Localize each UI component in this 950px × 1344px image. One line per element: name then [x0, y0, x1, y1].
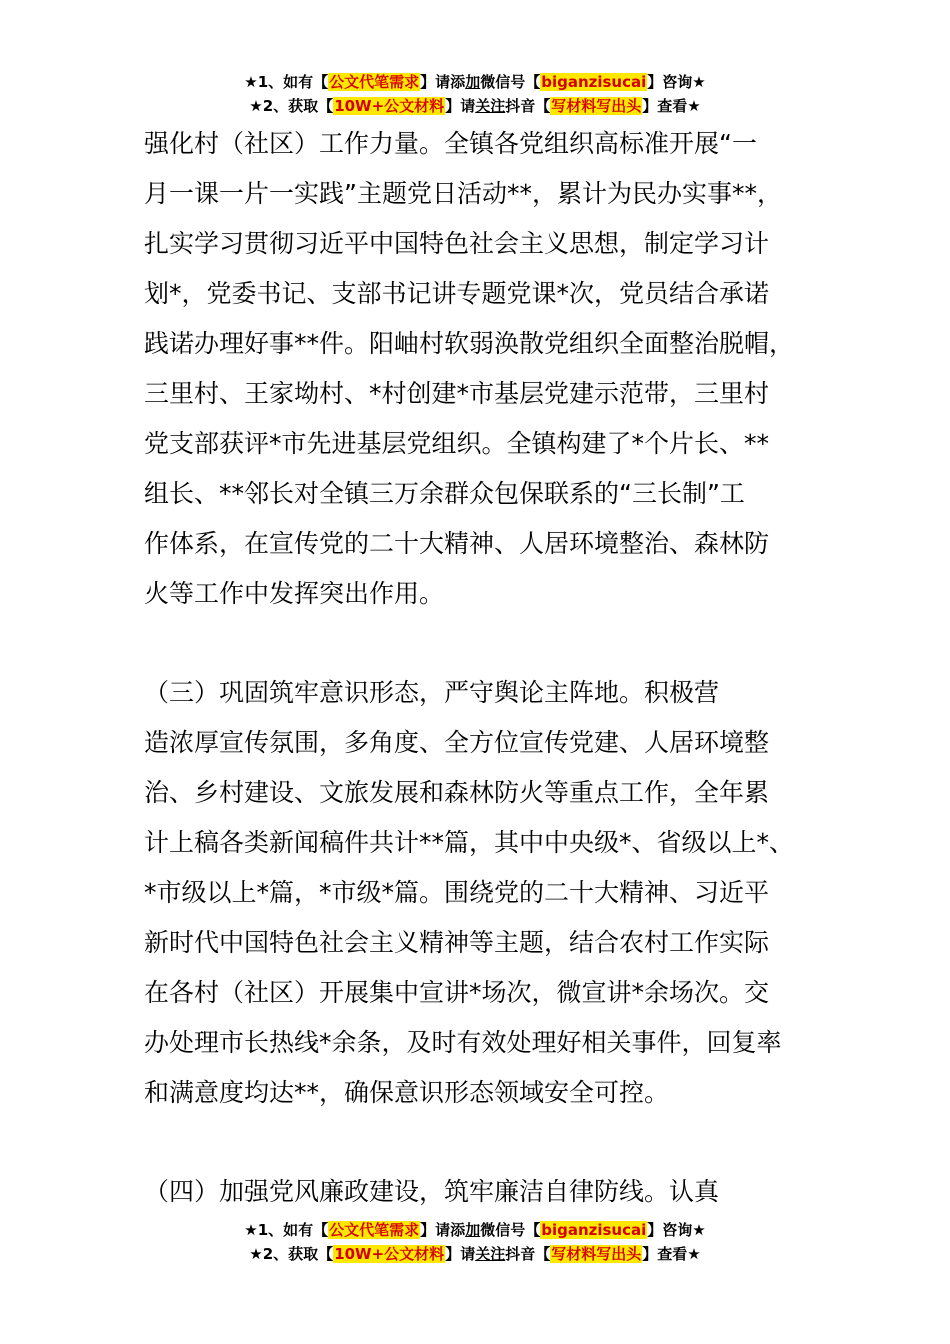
banner-highlight: 10W+公文材料: [334, 1245, 445, 1263]
body-paragraph: （四）加强党风廉政建设，筑牢廉洁自律防线。认真: [144, 1177, 720, 1206]
banner-text: 】咨询★: [647, 73, 706, 91]
banner-underline: 关注: [475, 97, 506, 115]
banner-line-1: [0, 1218, 950, 1242]
banner-highlight: 公文代笔需求: [329, 73, 420, 91]
banner-highlight: 写材料写出头: [551, 1245, 642, 1263]
banner-text: ★2、获取【: [249, 1245, 334, 1263]
banner-text: 】咨询★: [647, 1221, 706, 1239]
banner-text: 】请: [445, 1245, 476, 1263]
banner-text: 】查看★: [642, 1245, 701, 1263]
banner-underline: 加: [465, 1221, 481, 1239]
banner-underline: 关注: [475, 1245, 506, 1263]
banner-text: 】请: [445, 97, 476, 115]
banner-text: 抖音【: [505, 97, 551, 115]
banner-line-2: [0, 94, 950, 118]
banner-text: ★1、如有【: [244, 1221, 329, 1239]
banner-line-2: [0, 1242, 950, 1266]
banner-highlight: biganzisucai: [541, 73, 647, 91]
banner-text: 微信号【: [480, 73, 541, 91]
banner-text: 抖音【: [505, 1245, 551, 1263]
banner-text: ★2、获取【: [249, 97, 334, 115]
header-banner: [0, 70, 950, 118]
banner-underline: 加: [465, 73, 481, 91]
banner-text: ★1、如有【: [244, 73, 329, 91]
banner-highlight: 公文代笔需求: [329, 1221, 420, 1239]
banner-text: 】请添: [420, 1221, 466, 1239]
banner-text: 】请添: [420, 73, 466, 91]
banner-line-1: [0, 70, 950, 94]
banner-highlight: biganzisucai: [541, 1221, 647, 1239]
banner-highlight: 写材料写出头: [551, 97, 642, 115]
banner-highlight: 10W+公文材料: [334, 97, 445, 115]
banner-text: 】查看★: [642, 97, 701, 115]
banner-text: 微信号【: [480, 1221, 541, 1239]
body-paragraph: （三）巩固筑牢意识形态，严守舆论主阵地。积极营 造浓厚宣传氛围，多角度、全方位宣传党建、人居环境整 治、乡村建设、文旅发展和森林防火等重点工作，全年累 计上稿各类新闻稿件共计**篇，其中中央级*、省级以上*、 *市级以上*篇，*市级*篇。围绕党的二十大精神、习近平 新时代中国特色社会主义精神等主题，结合农村工作实际 在各村（社区）开展集中宣讲*场次，微宣讲*余场次。交 办处理市长热线*余条，及时有效处理好相关事件，回复率 和满意度均达**，确保意识形态领域安全可控。: [144, 678, 795, 1107]
footer-banner: [0, 1218, 950, 1266]
body-paragraph: 强化村（社区）工作力量。全镇各党组织高标准开展“一 月一课一片一实践”主题党日活动**，累计为民办实事**， 扎实学习贯彻习近平中国特色社会主义思想，制定学习计 划*，党委书记、支部书记讲专题党课*次，党员结合承诺 践诺办理好事**件。阳岫村软弱涣散党组织全面整治脱帽， 三里村、王家坳村、*村创建*市基层党建示范带，三里村 党支部获评*市先进基层党组织。全镇构建了*个片长、** 组长、**邻长对全镇三万余群众包保联系的“三长制”工 作体系，在宣传党的二十大精神、人居环境整治、森林防 火等工作中发挥突出作用。: [144, 129, 795, 608]
